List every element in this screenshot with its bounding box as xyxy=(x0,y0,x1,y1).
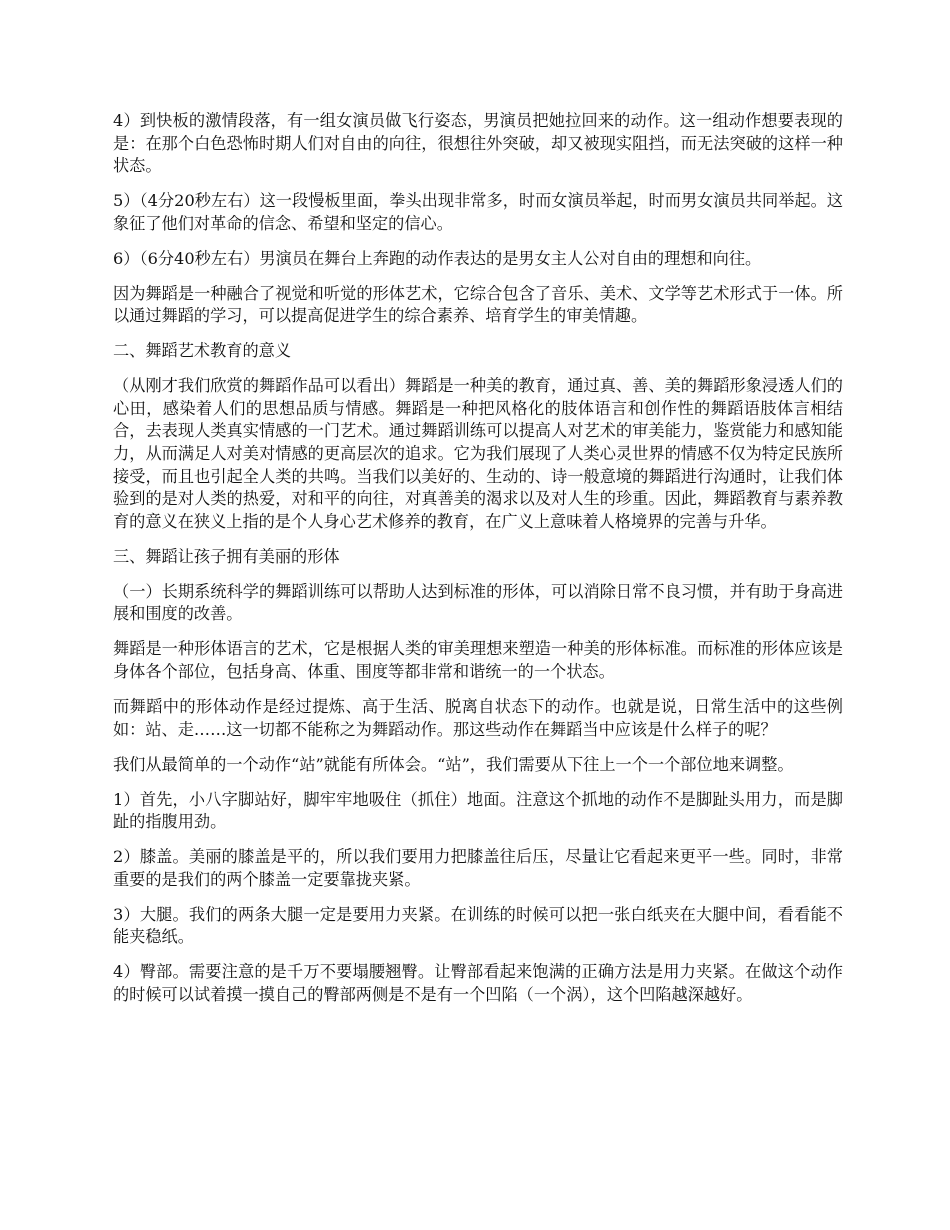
section-heading-2: 二、舞蹈艺术教育的意义 xyxy=(113,341,292,361)
paragraph-education-meaning: （从刚才我们欣赏的舞蹈作品可以看出）舞蹈是一种美的教育，通过真、善、美的舞蹈形象浸透人们的心田，感染着人们的思想品质与情感。舞蹈是一种把风格化的肢体语言和创作性的舞蹈语肢体言相结合，去表现人类真实情感的一门艺术。通过舞蹈训练可以提高人对艺术的审美能力，鉴赏能力和感知能力，从而满足人对美对情感的更高层次的追求。它为我们展现了人类心灵世界的情感不仅为特定民族所接受，而且也引起全人类的共鸣。当我们以美好的、生动的、诗一般意境的舞蹈进行沟通时，让我们体验到的是对人类的热爱，对和平的向往，对真善美的渴求以及对人生的珍重。因此，舞蹈教育与素养教育的意义在狭义上指的是个人身心艺术修养的教育，在广义上意味着人格境界的完善与升华。 xyxy=(113,376,843,531)
paragraph-item-5: 5）（4分20秒左右）这一段慢板里面，拳头出现非常多，时而女演员举起，时而男女演员共同举起。这象征了他们对革命的信念、希望和坚定的信心。 xyxy=(113,191,843,233)
paragraph-item-4: 4）到快板的激情段落，有一组女演员做飞行姿态，男演员把她拉回来的动作。这一组动作想要表现的是：在那个白色恐怖时期人们对自由的向往，很想往外突破，却又被现实阻挡，而无法突破的这样一种状态。 xyxy=(113,111,843,176)
paragraph-standing: 我们从最简单的一个动作“站”就能有所体会。“站”，我们需要从下往上一个一个部位地来调整。 xyxy=(113,754,794,774)
document-page xyxy=(113,110,843,1019)
paragraph-step-2: 2）膝盖。美丽的膝盖是平的，所以我们要用力把膝盖往后压，尽量让它看起来更平一些。同时，非常重要的是我们的两个膝盖一定要靠拢夹紧。 xyxy=(113,847,843,889)
paragraph-step-3: 3）大腿。我们的两条大腿一定是要用力夹紧。在训练的时候可以把一张白纸夹在大腿中间，看看能不能夹稳纸。 xyxy=(113,904,843,947)
paragraph-dance-movement: 而舞蹈中的形体动作是经过提炼、高于生活、脱离自状态下的动作。也就是说，日常生活中的这些例如：站、走……这一切都不能称之为舞蹈动作。那这些动作在舞蹈当中应该是什么样子的呢？ xyxy=(113,696,843,739)
paragraph-body-language: 舞蹈是一种形体语言的艺术，它是根据人类的审美理想来塑造一种美的形体标准。而标准的形体应该是身体各个部位，包括身高、体重、围度等都非常和谐统一的一个状态。 xyxy=(113,639,843,681)
paragraph-step-1: 1）首先，小八字脚站好，脚牢牢地吸住（抓住）地面。注意这个抓地的动作不是脚趾头用力，而是脚趾的指腹用劲。 xyxy=(113,789,843,832)
paragraph-subsection-1: （一）长期系统科学的舞蹈训练可以帮助人达到标准的形体，可以消除日常不良习惯，并有助于身高进展和围度的改善。 xyxy=(113,581,843,624)
paragraph-item-6: 6）（6分40秒左右）男演员在舞台上奔跑的动作表达的是男女主人公对自由的理想和向往。 xyxy=(113,248,762,268)
paragraph-dance-art: 因为舞蹈是一种融合了视觉和听觉的形体艺术，它综合包含了音乐、美术、文学等艺术形式于一体。所以通过舞蹈的学习，可以提高促进学生的综合素养、培育学生的审美情趣。 xyxy=(113,283,843,326)
paragraph-step-4: 4）臀部。需要注意的是千万不要塌腰翘臀。让臀部看起来饱满的正确方法是用力夹紧。在做这个动作的时候可以试着摸一摸自己的臀部两侧是不是有一个凹陷（一个涡），这个凹陷越深越好。 xyxy=(113,962,843,1004)
section-heading-3: 三、舞蹈让孩子拥有美丽的形体 xyxy=(113,546,340,566)
